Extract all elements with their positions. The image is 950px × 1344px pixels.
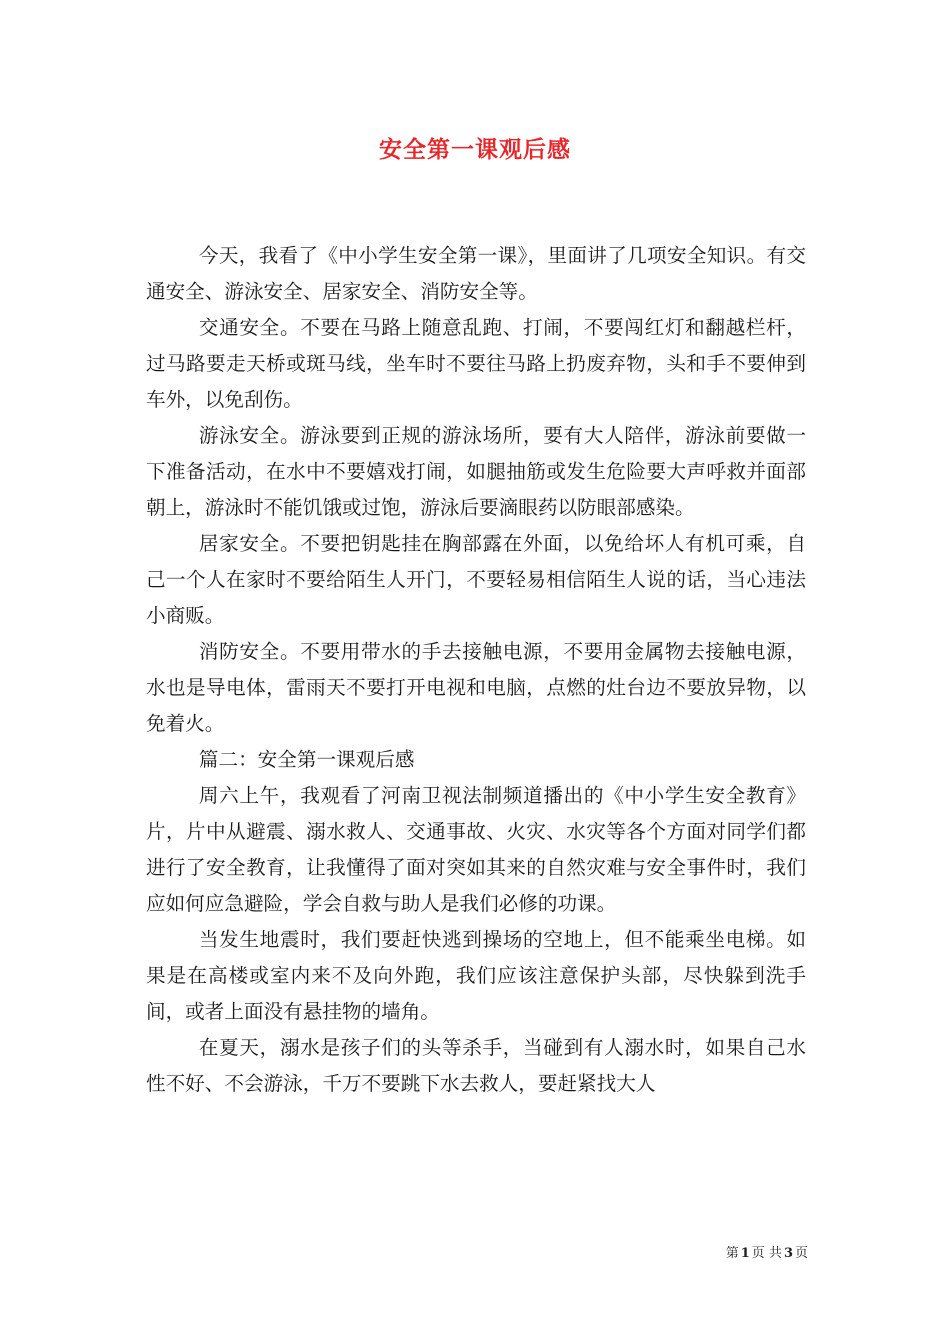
paragraph-fire-safety: 消防安全。不要用带水的手去接触电源，不要用金属物去接触电源，水也是导电体，雷雨天不要打开电视和电脑，点燃的灶台边不要放异物，以免着火。 [146,640,806,735]
paragraph-traffic-safety: 交通安全。不要在马路上随意乱跑、打闹，不要闯红灯和翻越栏杆，过马路要走天桥或斑马线，坐车时不要往马路上扔废弃物，头和手不要伸到车外，以免刮伤。 [146,316,806,411]
footer-suffix: 页 [794,1246,808,1261]
section-heading-part-two: 篇二：安全第一课观后感 [198,748,415,771]
paragraph-intro: 今天，我看了《中小学生安全第一课》，里面讲了几项安全知识。有交通安全、游泳安全、居家安全、消防安全等。 [146,244,806,303]
paragraph-drowning: 在夏天，溺水是孩子们的头等杀手，当碰到有人溺水时，如果自己水性不好、不会游泳，千万不要跳下水去救人，要赶紧找大人 [146,1036,806,1095]
paragraph-swimming-safety: 游泳安全。游泳要到正规的游泳场所，要有大人陪伴，游泳前要做一下准备活动，在水中不要嬉戏打闹，如腿抽筋或发生危险要大声呼救并面部朝上，游泳时不能饥饿或过饱，游泳后要滴眼药以防眼部感染。 [146,424,806,519]
footer-middle: 页 共 [751,1246,782,1261]
footer-current-page: 1 [740,1246,750,1261]
document-body [146,238,806,1102]
paragraph-home-safety: 居家安全。不要把钥匙挂在胸部露在外面，以免给坏人有机可乘，自己一个人在家时不要给陌生人开门，不要轻易相信陌生人说的话，当心违法小商贩。 [146,532,806,627]
footer-total-pages: 3 [783,1246,793,1261]
page-title: 安全第一课观后感 [379,136,571,163]
page-footer [0,1245,808,1263]
paragraph-saturday-viewing: 周六上午，我观看了河南卫视法制频道播出的《中小学生安全教育》片，片中从避震、溺水救人、交通事故、火灾、水灾等各个方面对同学们都进行了安全教育，让我懂得了面对突如其来的自然灾难与安全事件时，我们应如何应急避险，学会自救与助人是我们必修的功课。 [146,784,806,915]
paragraph-earthquake: 当发生地震时，我们要赶快逃到操场的空地上，但不能乘坐电梯。如果是在高楼或室内来不及向外跑，我们应该注意保护头部，尽快躲到洗手间，或者上面没有悬挂物的墙角。 [146,928,806,1023]
footer-prefix: 第 [725,1246,739,1261]
